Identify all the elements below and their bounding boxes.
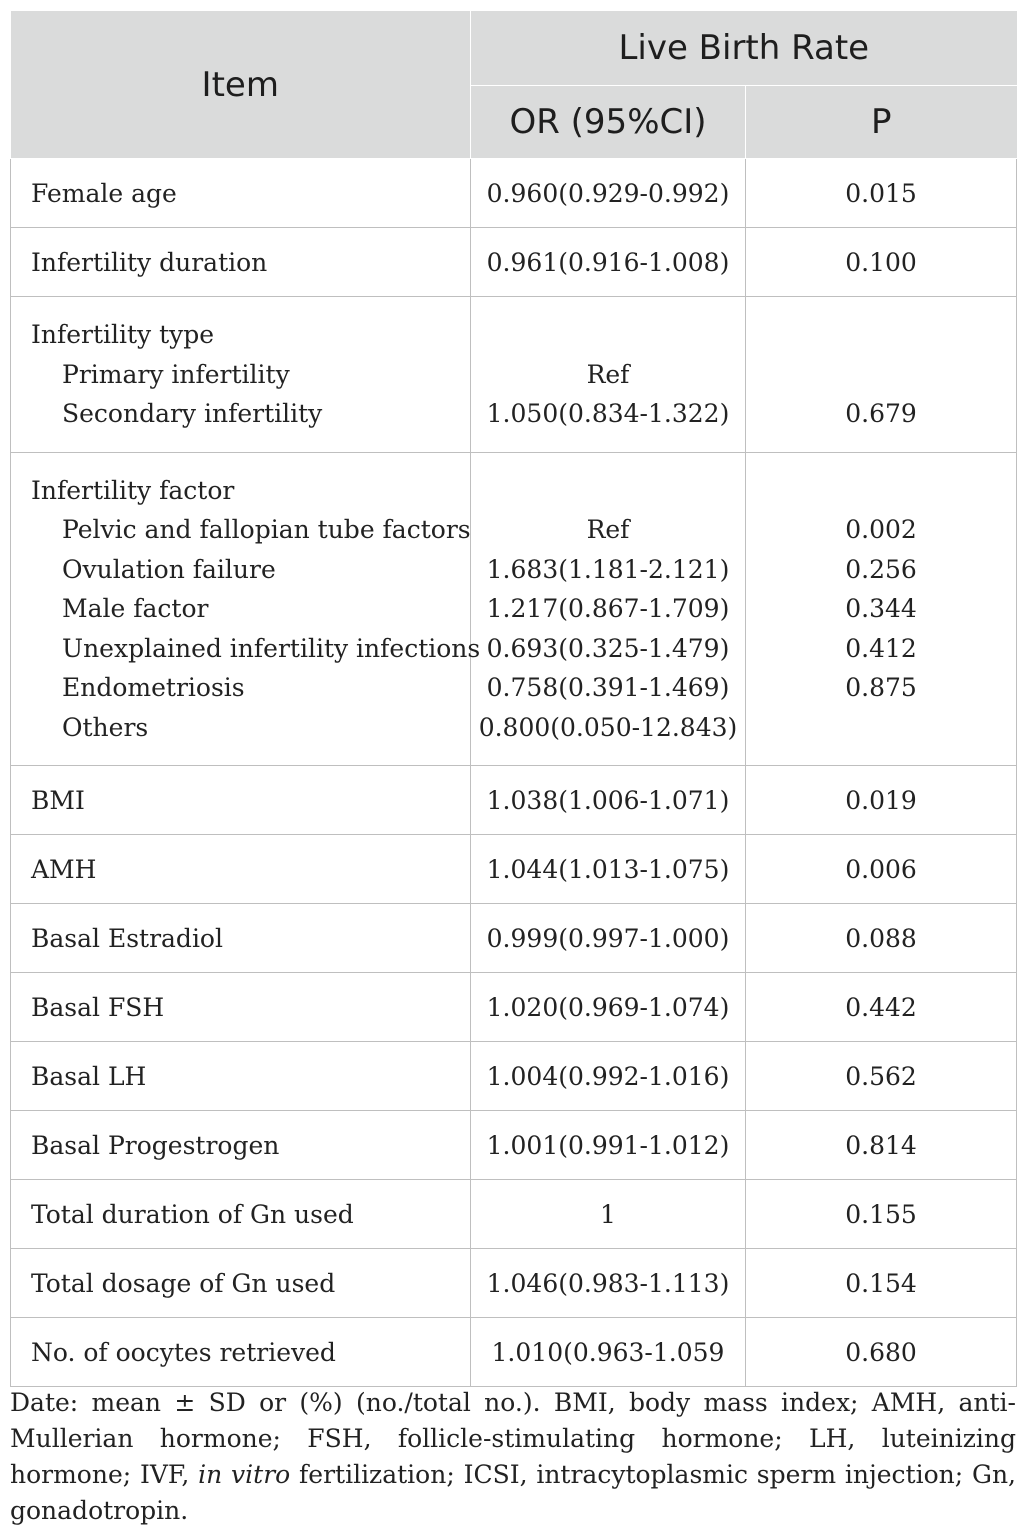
sub-row-or: Ref	[586, 515, 630, 544]
header-or: OR (95%CI)	[471, 86, 746, 159]
table-row	[11, 973, 1017, 1042]
table-row	[11, 1042, 1017, 1111]
spacer-line	[746, 471, 1016, 511]
row-label: Basal Estradiol	[11, 904, 471, 973]
sub-row-label: Ovulation failure	[62, 554, 276, 584]
sub-row-label: Unexplained infertility infections	[62, 633, 481, 663]
table-row	[11, 904, 1017, 973]
sub-row-or: 0.758(0.391-1.469)	[486, 673, 730, 702]
table-row-group-infertility-factor	[11, 452, 1017, 766]
group-or-values	[471, 452, 746, 766]
table-row	[11, 1180, 1017, 1249]
header-live-birth-rate: Live Birth Rate	[471, 11, 1017, 86]
footnote-text-end: fertilization; ICSI, intracytoplasmic sperm injection; Gn, gonadotropin.	[10, 1460, 1016, 1525]
footnote-text: Date: mean ± SD or (%) (no./total no.). BMI, body mass index; AMH, anti-Mullerian hormone; FSH, follicle-stimulating hormone; LH, luteinizing hormone; IVF,	[10, 1388, 1016, 1489]
row-p: 0.680	[746, 1318, 1017, 1387]
sub-row-p: 0.344	[845, 594, 917, 623]
table-row	[11, 1318, 1017, 1387]
row-label: Female age	[11, 159, 471, 228]
sub-row-or: Ref	[586, 359, 630, 389]
header-item: Item	[11, 11, 471, 159]
row-label: BMI	[11, 766, 471, 835]
sub-row-or: 0.693(0.325-1.479)	[486, 633, 730, 663]
sub-row-label: Secondary infertility	[62, 399, 323, 428]
row-or: 1.001(0.991-1.012)	[471, 1111, 746, 1180]
sub-row-p: 0.412	[845, 633, 917, 663]
sub-row-p: 0.002	[845, 515, 917, 544]
header-p: P	[746, 86, 1017, 159]
sub-row-or: 1.683(1.181-2.121)	[486, 554, 730, 584]
table-row	[11, 835, 1017, 904]
row-p: 0.562	[746, 1042, 1017, 1111]
row-p: 0.100	[746, 228, 1017, 297]
group-heading: Infertility type	[31, 320, 215, 349]
table-row-group-infertility-type	[11, 297, 1017, 453]
sub-row-p: 0.679	[845, 399, 917, 428]
group-heading: Infertility factor	[31, 475, 235, 505]
row-or: 1.020(0.969-1.074)	[471, 973, 746, 1042]
row-p: 0.088	[746, 904, 1017, 973]
group-p-values	[746, 452, 1017, 766]
sub-row-label: Male factor	[62, 594, 209, 623]
row-p: 0.019	[746, 766, 1017, 835]
row-label: No. of oocytes retrieved	[11, 1318, 471, 1387]
sub-row-label: Pelvic and fallopian tube factors	[62, 515, 471, 544]
spacer-line	[471, 315, 745, 355]
table-row	[11, 228, 1017, 297]
group-p-values	[746, 297, 1017, 453]
sub-row-or: 0.800(0.050-12.843)	[478, 712, 738, 742]
sub-row-p: 0.875	[845, 673, 917, 702]
row-p: 0.154	[746, 1249, 1017, 1318]
live-birth-rate-table	[10, 10, 1017, 1387]
sub-row-or: 1.050(0.834-1.322)	[486, 399, 730, 428]
table-header	[11, 11, 1017, 159]
row-label: Total duration of Gn used	[11, 1180, 471, 1249]
row-or: 1.004(0.992-1.016)	[471, 1042, 746, 1111]
group-labels	[11, 452, 481, 766]
group-or-values	[471, 297, 746, 453]
row-or: 1	[471, 1180, 746, 1249]
row-or: 0.961(0.916-1.008)	[471, 228, 746, 297]
sub-row-label: Others	[62, 712, 149, 742]
table-footnote	[10, 1385, 1016, 1529]
row-label: Infertility duration	[11, 228, 471, 297]
sub-row-label: Endometriosis	[62, 673, 245, 702]
row-label: AMH	[11, 835, 471, 904]
row-or: 0.960(0.929-0.992)	[471, 159, 746, 228]
table-row	[11, 1249, 1017, 1318]
group-labels	[11, 297, 471, 453]
row-or: 1.010(0.963-1.059	[471, 1318, 746, 1387]
results-table-container	[10, 10, 1016, 1387]
sub-row-p	[746, 708, 1016, 748]
row-or: 0.999(0.997-1.000)	[471, 904, 746, 973]
row-label: Total dosage of Gn used	[11, 1249, 471, 1318]
table-row	[11, 1111, 1017, 1180]
row-p: 0.155	[746, 1180, 1017, 1249]
row-label: Basal FSH	[11, 973, 471, 1042]
spacer-line	[746, 315, 1016, 355]
row-label: Basal LH	[11, 1042, 471, 1111]
row-label: Basal Progestrogen	[11, 1111, 471, 1180]
spacer-line	[471, 471, 745, 511]
row-p: 0.006	[746, 835, 1017, 904]
row-or: 1.038(1.006-1.071)	[471, 766, 746, 835]
row-or: 1.044(1.013-1.075)	[471, 835, 746, 904]
table-row	[11, 159, 1017, 228]
row-or: 1.046(0.983-1.113)	[471, 1249, 746, 1318]
row-p: 0.015	[746, 159, 1017, 228]
row-p: 0.814	[746, 1111, 1017, 1180]
sub-row-p: 0.256	[845, 554, 917, 584]
table-row	[11, 766, 1017, 835]
row-p: 0.442	[746, 973, 1017, 1042]
footnote-italic: in vitro	[198, 1460, 291, 1489]
sub-row-or: 1.217(0.867-1.709)	[486, 594, 730, 623]
sub-row-p	[746, 355, 1016, 395]
sub-row-label: Primary infertility	[62, 359, 290, 389]
